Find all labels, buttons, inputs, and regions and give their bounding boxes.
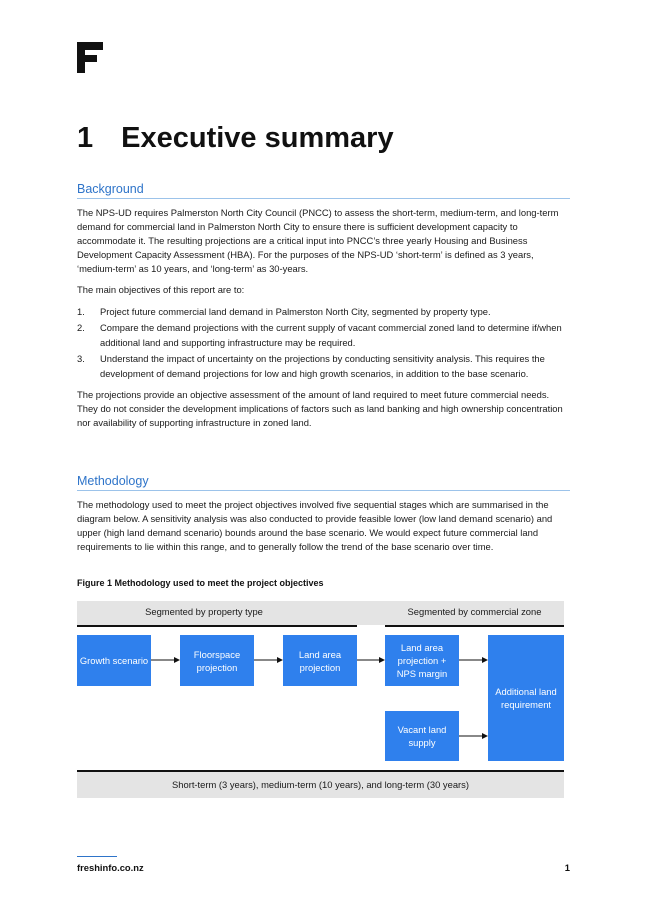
objectives-list xyxy=(77,304,570,381)
list-item-number: 2. xyxy=(77,322,85,333)
methodology-paragraph-1: The methodology used to meet the project objectives involved five sequential stages which are summarised in the diagram below. A sensitivity analysis was also conducted to provide feasible lower (low land demand scenario) and upper (high land demand scenario) bounds around the base scenario. We would expect future commercial land requirements to lie within this range, and to generally follow the trend of the base scenario over time. xyxy=(77,499,553,552)
page-title xyxy=(77,122,394,155)
list-item xyxy=(77,304,570,319)
segment-label-property-type: Segmented by property type xyxy=(145,606,263,617)
background-paragraph-1: The NPS-UD requires Palmerston North City Council (PNCC) to assess the short-term, medium-term, and long-term demand for commercial land in Palmerston North City to ensure there is sufficient development capacity to accommodate it. The resulting projections are a critical input into PNCC’s three yearly Housing and Business Development Capacity Assessment (HBA). For the purposes of the NPS-UD ‘short-term’ is defined as 3 years, ‘medium-term’ as 10 years, and ‘long-term’ as 30-years. xyxy=(77,207,559,274)
list-item-text: Project future commercial land demand in Palmerston North City, segmented by property type. xyxy=(100,306,491,317)
list-item-number: 3. xyxy=(77,353,85,364)
segment-rule-left xyxy=(77,625,357,627)
list-item-text: Compare the demand projections with the current supply of vacant commercial zoned land to determine if/when additional land and supporting infrastructure may be required. xyxy=(100,322,562,348)
land-area-nps-margin-box: Land area projection + NPS margin xyxy=(385,635,459,686)
methodology-section xyxy=(77,474,570,561)
chapter-number: 1 xyxy=(77,122,94,154)
chapter-title: Executive summary xyxy=(121,122,394,154)
floorspace-projection-box: Floorspace projection xyxy=(180,635,254,686)
list-item-text: Understand the impact of uncertainty on the projections by conducting sensitivity analysis. This requires the development of demand projections for low and high growth scenarios, in addition to the base scenario. xyxy=(100,353,545,379)
footer-rule xyxy=(77,856,117,857)
logo-icon xyxy=(77,42,103,73)
background-paragraph-3: The projections provide an objective assessment of the amount of land required to meet future commercial needs. They do not consider the development implications of factors such as land banking and high ownership concentration nor availability of supporting infrastructure in zoned land. xyxy=(77,389,563,428)
page-number: 1 xyxy=(564,862,570,873)
segment-rule-right xyxy=(385,625,564,627)
growth-scenario-box: Growth scenario xyxy=(77,635,151,686)
list-item xyxy=(77,320,570,350)
segment-label-commercial-zone: Segmented by commercial zone xyxy=(407,606,542,617)
vacant-land-supply-box: Vacant land supply xyxy=(385,711,459,761)
footer-url: freshinfo.co.nz xyxy=(77,862,144,873)
methodology-heading: Methodology xyxy=(77,474,570,491)
background-section xyxy=(77,182,570,437)
land-area-projection-box: Land area projection xyxy=(283,635,357,686)
list-item-number: 1. xyxy=(77,306,85,317)
figure-caption: Figure 1 Methodology used to meet the project objectives xyxy=(77,578,324,588)
list-item xyxy=(77,351,570,381)
background-paragraph-2: The main objectives of this report are to: xyxy=(77,284,245,295)
background-heading: Background xyxy=(77,182,570,199)
additional-land-requirement-box: Additional land requirement xyxy=(488,635,564,761)
methodology-diagram xyxy=(77,601,564,798)
timeframe-label: Short-term (3 years), medium-term (10 years), and long-term (30 years) xyxy=(172,779,469,790)
